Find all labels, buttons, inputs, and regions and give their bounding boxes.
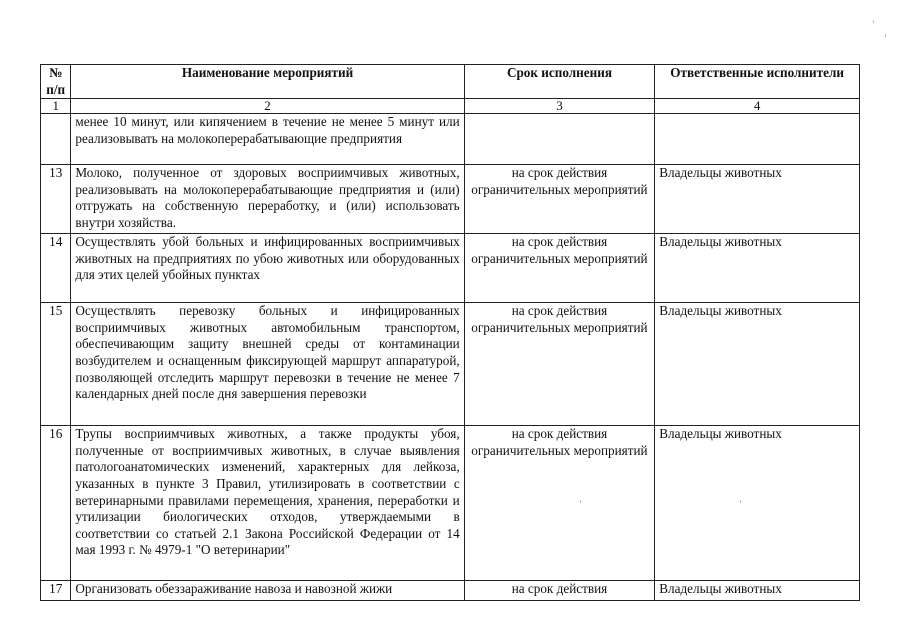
measure-term: на срок действия ограничительных мероприятий [464, 426, 655, 581]
measure-name: Молоко, полученное от здоровых восприимчивых животных, реализовывать на молокоперерабатывающие предприятия и (или) отгружать на собственную переработку, и (или) использовать внутри хозяйства. [71, 165, 464, 234]
header-number: № п/п [41, 65, 71, 99]
row-number: 13 [41, 165, 71, 234]
measure-term: на срок действия [464, 581, 655, 601]
table-row [41, 581, 860, 601]
measure-term: на срок действия ограничительных мероприятий [464, 165, 655, 234]
scan-speck [580, 500, 581, 503]
header-term: Срок исполнения [464, 65, 655, 99]
measure-term: на срок действия ограничительных мероприятий [464, 234, 655, 303]
table-row [41, 165, 860, 234]
row-number: 15 [41, 303, 71, 426]
scan-speck [873, 20, 874, 23]
measure-responsible: Владельцы животных [655, 581, 860, 601]
header-responsible: Ответственные исполнители [655, 65, 860, 99]
measure-name: Трупы восприимчивых животных, а также продукты убоя, полученные от восприимчивых животных, в случае выявления патологоанатомических изменений, характерных для лейкоза, указанных в пункте 3 Правил, утилизировать в соответствии с ветеринарными правилами перемещения, хранения, переработки и утилизации биологических отходов, утверждаемыми в соответствии со статьей 2.1 Закона Российской Федерации от 14 мая 1993 г. № 4979-1 "О ветеринарии" [71, 426, 464, 581]
column-number: 1 [41, 99, 71, 114]
measure-responsible: Владельцы животных [655, 165, 860, 234]
table-header-row [41, 65, 860, 99]
column-number-row [41, 99, 860, 114]
header-name: Наименование мероприятий [71, 65, 464, 99]
measures-table [40, 64, 860, 601]
measure-responsible: Владельцы животных [655, 303, 860, 426]
column-number: 4 [655, 99, 860, 114]
row-number: 17 [41, 581, 71, 601]
measure-term [464, 114, 655, 165]
row-number: 14 [41, 234, 71, 303]
column-number: 2 [71, 99, 464, 114]
column-number: 3 [464, 99, 655, 114]
measure-responsible: Владельцы животных [655, 234, 860, 303]
row-number: 16 [41, 426, 71, 581]
measure-name: Осуществлять убой больных и инфицированных восприимчивых животных на предприятиях по убою животных или оборудованных для этих целей убойных пунктах [71, 234, 464, 303]
scan-speck [740, 500, 741, 503]
measure-responsible: Владельцы животных [655, 426, 860, 581]
row-number [41, 114, 71, 165]
measure-name: Осуществлять перевозку больных и инфицированных восприимчивых животных автомобильным транспортом, обеспечивающим защиту внешней среды от контаминации возбудителем и оснащенным фиксирующей маршрут аппаратурой, позволяющей отследить маршрут перевозки в течение не менее 7 календарных дней после дня завершения перевозки [71, 303, 464, 426]
table-row [41, 234, 860, 303]
table-row [41, 426, 860, 581]
scan-speck [885, 34, 886, 37]
measure-responsible [655, 114, 860, 165]
measure-term: на срок действия ограничительных мероприятий [464, 303, 655, 426]
measure-name: менее 10 минут, или кипячением в течение не менее 5 минут или реализовывать на молокоперерабатывающие предприятия [71, 114, 464, 165]
table-row [41, 303, 860, 426]
measure-name: Организовать обеззараживание навоза и навозной жижи [71, 581, 464, 601]
table-row [41, 114, 860, 165]
